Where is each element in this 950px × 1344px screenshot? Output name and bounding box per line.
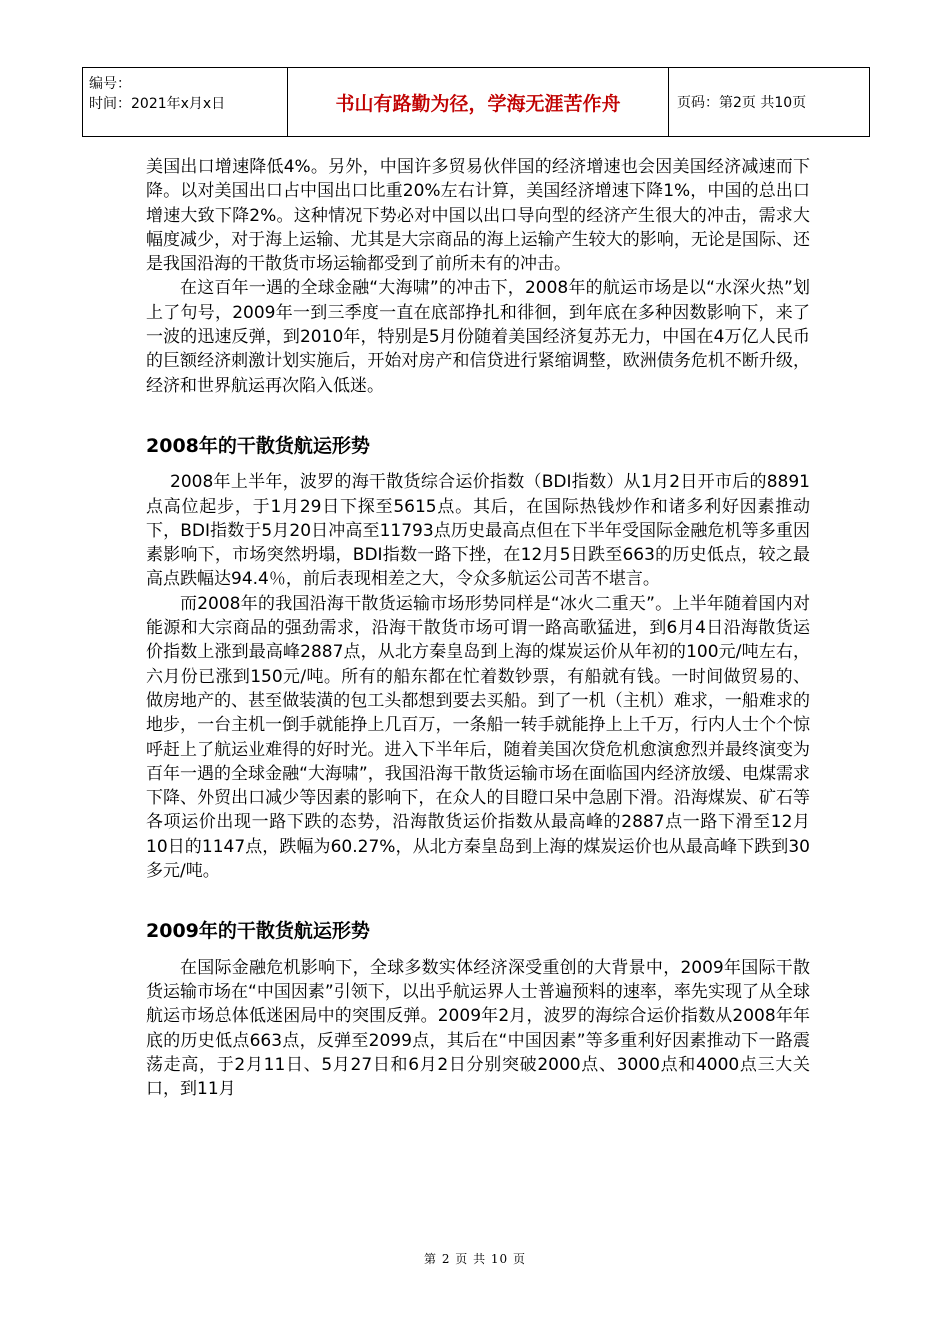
section-heading-2008: 2008年的干散货航运形势: [146, 434, 370, 457]
section-heading-2009: 2009年的干散货航运形势: [146, 920, 370, 943]
paragraph: 而2008年的我国沿海干散货运输市场形势同样是“冰火二重天”。上半年随着国内对能源和大宗商品的强劲需求，沿海干散货市场可谓一路高歌猛进，到6月4日沿海散货运价指数上涨到最高峰2887点，从北方秦皇岛到上海的煤炭运价从年初的100元/吨左右，六月份已涨到150元/吨。所有的船东都在忙着数钞票，有船就有钱。一时间做贸易的、做房地产的、甚至做装潢的包工头都想到要去买船。到了一机（主机）难求，一船难求的地步，一台主机一倒手就能挣上几百万，一条船一转手就能挣上上千万，行内人士个个惊呼赶上了航运业难得的好时光。进入下半年后，随着美国次贷危机愈演愈烈并最终演变为百年一遇的全球金融“大海啸”，我国沿海干散货运输市场在面临国内经济放缓、电煤需求下降、外贸出口减少等因素的影响下，在众人的目瞪口呆中急剧下滑。沿海煤炭、矿石等各项运价出现一路下跌的态势，沿海散货运价指数从最高峰的2887点一路下滑至12月10日的1147点，跌幅为60.27%，从北方秦皇岛到上海的煤炭运价也从最高峰下跌到30多元/吨。: [146, 593, 810, 882]
paragraph: 在国际金融危机影响下，全球多数实体经济深受重创的大背景中，2009年国际干散货运输市场在“中国因素”引领下，以出乎航运界人士普遍预料的速率，率先实现了从全球航运市场总体低迷困局中的突围反弹。2009年2月，波罗的海综合运价指数从2008年年底的历史低点663点，反弹至2099点，其后在“中国因素”等多重利好因素推动下一路震荡走高，于2月11日、5月27日和6月2日分别突破2000点、3000点和4000点三大关口，到11月: [146, 957, 810, 1100]
header-meta-cell: [83, 68, 288, 137]
paragraph: 2008年上半年，波罗的海干散货综合运价指数（BDI指数）从1月2日开市后的8891点高位起步，于1月29日下探至5615点。其后，在国际热钱炒作和诸多利好因素推动下，BDI指数于5月20日冲高至11793点历史最高点但在下半年受国际金融危机等多重因素影响下，市场突然坍塌，BDI指数一路下挫，在12月5日跌至663的历史低点，较之最高点跌幅达94.4％，前后表现相差之大，令众多航运公司苦不堪言。: [146, 472, 810, 590]
header-table: [82, 67, 870, 137]
document-date-label: 时间：2021年x月x日: [89, 96, 226, 112]
document-number-label: 编号：: [89, 76, 131, 92]
header-page-info: 页码：第2页 共10页: [669, 68, 870, 137]
paragraph: 在这百年一遇的全球金融“大海啸”的冲击下，2008年的航运市场是以“水深火热”划上了句号，2009年一到三季度一直在底部挣扎和徘徊，到年底在多种因数影响下，来了一波的迅速反弹，到2010年，特别是5月份随着美国经济复苏无力，中国在4万亿人民币的巨额经济刺激计划实施后，开始对房产和信贷进行紧缩调整，欧洲债务危机不断升级，经济和世界航运再次陷入低迷。: [146, 278, 810, 396]
paragraph: 美国出口增速降低4%。另外，中国许多贸易伙伴国的经济增速也会因美国经济减速而下降。以对美国出口占中国出口比重20%左右计算，美国经济增速下降1%，中国的总出口增速大致下降2%。这种情况下势必对中国以出口导向型的经济产生很大的冲击，需求大幅度减少，对于海上运输、尤其是大宗商品的海上运输产生较大的影响，无论是国际、还是我国沿海的干散货市场运输都受到了前所未有的冲击。: [146, 157, 810, 275]
document-body: [146, 155, 810, 1101]
header-motto: 书山有路勤为径，学海无涯苦作舟: [288, 68, 669, 137]
page-footer: 第 2 页 共 10 页: [424, 1252, 526, 1266]
